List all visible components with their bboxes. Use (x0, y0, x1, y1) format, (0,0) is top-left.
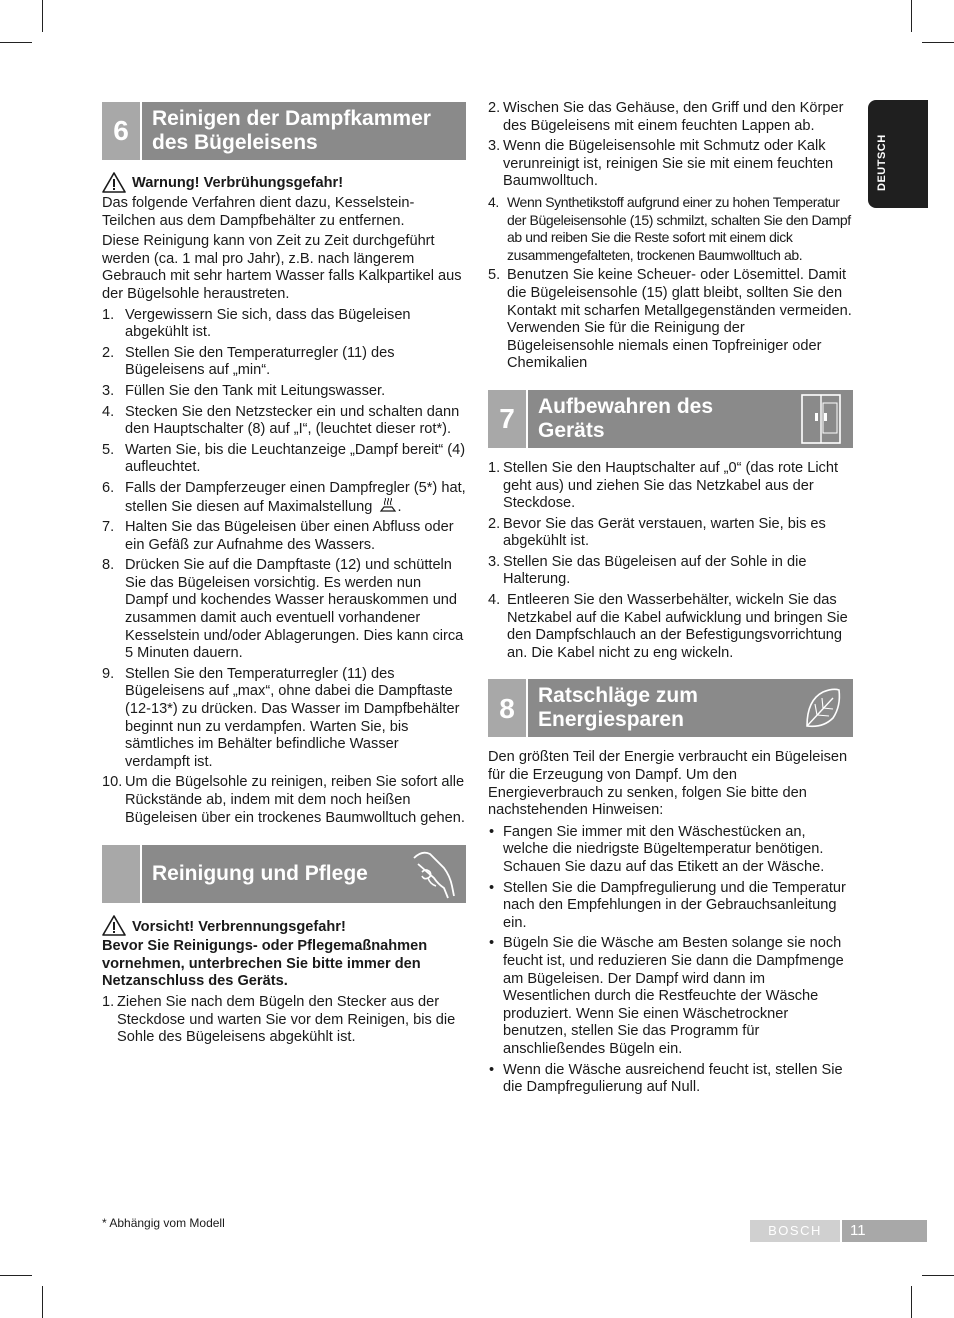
language-tab (868, 100, 928, 208)
list-item: 5. Benutzen Sie keine Scheuer- oder Lösemittel. Damit die Bügeleisensohle (15) glatt bleibt, sollten Sie den Kontakt mit scharfen Metallgegenständen vermeiden. Verwenden Sie für die Reinigung der Bügeleisensohle niemals einen Topfreiniger oder Chemikalien (488, 267, 852, 372)
left-column (102, 102, 466, 1050)
crop-mark (922, 42, 954, 43)
crop-mark (922, 1275, 954, 1276)
list-item: 6. Falls der Dampferzeuger einen Dampfregler (5*) hat, stellen Sie diesen auf Maximalstellung . (102, 479, 466, 515)
section-8-title-box (528, 679, 853, 737)
list-item: 2. Bevor Sie das Gerät verstauen, warten Sie, bis es abgekühlt ist. (488, 515, 826, 550)
section-8-intro: Den größten Teil der Energie verbraucht ein Bügeleisen für die Erzeugung von Dampf. Um den Energieverbrauch zu senken, folgen Sie bitte den nachstehenden Hinweisen: (488, 749, 848, 819)
scald-warning-text: Warnung! Verbrühungsgefahr! (132, 175, 344, 192)
list-item: • Wenn die Wäsche ausreichend feucht ist, stellen Sie die Dampfregulierung auf Null. (488, 1062, 853, 1097)
wardrobe-icon (799, 393, 843, 445)
footnote: * Abhängig vom Modell (102, 1216, 225, 1230)
warning-triangle-icon (102, 172, 126, 193)
list-item: 1. Stellen Sie den Hauptschalter auf „0“ (das rote Licht geht aus) und ziehen Sie das Netzkabel aus der Steckdose. (488, 459, 839, 512)
list-item: 9. Stellen Sie den Temperaturregler (11) des Bügeleisens auf „max“, ohne dabei die Dampftaste (12-13*) zu drücken. Das Wasser im Dampfbehälter beginnt nun zu verdampfen. Warten Sie, bis sämtliches im Behälter befindliche Wasser verdampft ist. (102, 665, 460, 770)
care-section-number-box (102, 845, 140, 903)
list-item: 3. Stellen Sie das Bügeleisen auf der Sohle in die Halterung. (488, 553, 807, 588)
list-item: 2. Stellen Sie den Temperaturregler (11) des Bügeleisens auf „min“. (102, 344, 395, 379)
list-item: 4. Entleeren Sie den Wasserbehälter, wickeln Sie das Netzkabel auf die Kabel aufwicklung und bringen Sie den Dampfschlauch an der Befestigungsvorrichtung an. Die Kabel nicht zu eng wickeln. (488, 592, 848, 661)
language-tab-label: DEUTSCH (876, 134, 888, 191)
section-8-bullets (488, 824, 853, 1097)
section-7-header (488, 390, 853, 448)
leaf-icon (803, 686, 843, 730)
list-item: 3. Wenn die Bügeleisensohle mit Schmutz oder Kalk verunreinigt ist, reinigen Sie sie mit einem feuchten Baumwolltuch. (488, 138, 834, 190)
section-8-header (488, 679, 853, 737)
section-6-paragraph-1: Das folgende Verfahren dient dazu, Kesselstein-Teilchen aus dem Dampfbehälter zu entfernen. (102, 195, 415, 229)
section-7-number: 7 (488, 390, 526, 448)
list-item: 8. Drücken Sie auf die Dampftaste (12) und schütteln Sie das Bügeleisen vorsichtig. Es werden nun Dampf und kochendes Wasser herauskommen und zusammen damit auch eventuell vorhandener Kesselstein und/oder Ablagerungen. Dies kann circa 5 Minuten dauern. (102, 557, 464, 662)
care-disconnect-notice: Bevor Sie Reinigungs- oder Pflegemaßnahmen vornehmen, unterbrechen Sie bitte immer den Netzanschluss des Geräts. (102, 938, 428, 990)
crop-mark (911, 1286, 912, 1318)
list-item: • Fangen Sie immer mit den Wäschestücken an, welche die niedrigste Bügeltemperatur benötigen. Schauen Sie dazu auf das Etikett an der Wäsche. (488, 824, 853, 877)
care-section-title-box (142, 845, 466, 903)
crop-mark (0, 1275, 32, 1276)
care-steps (102, 994, 466, 1047)
warning-triangle-icon (102, 915, 126, 936)
section-7-title-box (528, 390, 853, 448)
crop-mark (42, 0, 43, 32)
footer-brand: BOSCH (750, 1220, 840, 1242)
right-column (488, 100, 853, 1100)
crop-mark (911, 0, 912, 32)
list-item: • Stellen Sie die Dampfregulierung und die Temperatur nach den Empfehlungen in der Gebrauchsanleitung ein. (488, 880, 853, 933)
list-item: 3. Füllen Sie den Tank mit Leitungswasser. (102, 382, 386, 399)
crop-mark (42, 1286, 43, 1318)
care-section-header (102, 845, 466, 903)
section-6-title: Reinigen der Dampfkammer des Bügeleisens (152, 107, 431, 154)
section-8-title: Ratschläge zum Energiesparen (538, 684, 698, 732)
section-6-steps (102, 307, 466, 828)
section-8-number: 8 (488, 679, 526, 737)
section-6-title-box (142, 102, 466, 160)
burn-warning-text: Vorsicht! Verbrennungsgefahr! (132, 918, 346, 935)
burn-warning (102, 915, 466, 936)
page-number: 11 (842, 1220, 927, 1242)
crop-mark (0, 42, 32, 43)
list-item: 4. Wenn Synthetikstoff aufgrund einer zu hohen Temperatur der Bügeleisensohle (15) schmilzt, schalten Sie den Dampf ab und reiben Sie die Reste sofort mit einem dick zusammengefalteten, trockenen Baumwolltuch ab. (488, 193, 851, 263)
care-steps-continued (488, 100, 853, 373)
list-item: 2. Wischen Sie das Gehäuse, den Griff und den Körper des Bügeleisens mit einem feuchten Lappen ab. (488, 100, 844, 134)
list-item: 1. Ziehen Sie nach dem Bügeln den Stecker aus der Steckdose und warten Sie vor dem Reinigen, bis die Sohle des Bügeleisens abgekühlt ist. (102, 993, 456, 1046)
max-steam-icon (379, 498, 397, 514)
section-6-paragraph-2: Diese Reinigung kann von Zeit zu Zeit durchgeführt werden (ca. 1 mal pro Jahr), z.B. nach längerem Gebrauch mit sehr hartem Wasser falls Kalkpartikel aus der Bügelsohle heraustreten. (102, 233, 462, 302)
list-item: 10. Um die Bügelsohle zu reinigen, reiben Sie sofort alle Rückstände ab, indem mit dem noch heißen Bügeleisen über ein trockenes Baumwolltuch gehen. (102, 774, 465, 826)
care-section-title: Reinigung und Pflege (152, 862, 368, 886)
section-6-header (102, 102, 466, 160)
scald-warning (102, 172, 466, 193)
list-item: • Bügeln Sie die Wäsche am Besten solange sie noch feucht ist, und reduzieren Sie dann die Dampfmenge am Bügeleisen. Der Dampf wird dann im Wesentlichen durch die Restfeuchte der Wäsche produziert. Wenn Sie einen Wäschetrockner benutzen, stellen Sie das Programm für anschließendes Bügeln ein. (488, 935, 853, 1058)
hand-care-icon (408, 848, 456, 900)
section-7-steps (488, 460, 853, 663)
section-6-number: 6 (102, 102, 140, 160)
list-item: 7. Halten Sie das Bügeleisen über einen Abfluss oder ein Gefäß zur Aufnahme des Wassers. (102, 519, 454, 553)
section-7-title: Aufbewahren des Geräts (538, 394, 714, 442)
list-item: 5. Warten Sie, bis die Leuchtanzeige „Dampf bereit“ (4) aufleuchtet. (102, 441, 466, 476)
list-item: 4. Stecken Sie den Netzstecker ein und schalten dann den Hauptschalter (8) auf „I“, (leuchtet dieser rot*). (102, 403, 460, 438)
list-item: 1. Vergewissern Sie sich, dass das Bügeleisen abgekühlt ist. (102, 306, 411, 341)
